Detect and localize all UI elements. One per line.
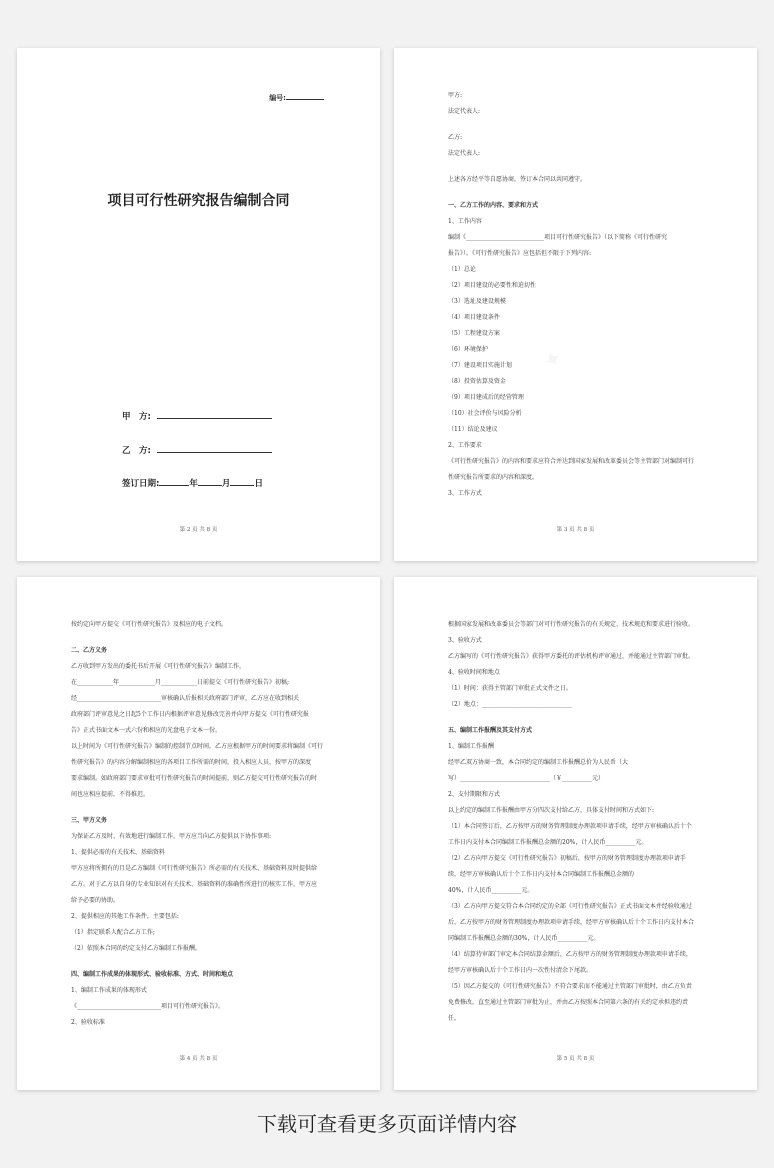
text-line: 40%，计人民币__________元。	[448, 887, 534, 894]
sign-month-blank	[198, 478, 222, 486]
page-body	[71, 617, 326, 1031]
download-caption: 下载可查看更多页面详情内容	[257, 1112, 517, 1136]
section-heading: 一、乙方工作的内容、要求和方式	[448, 202, 539, 209]
text-line: 工作日内支付本合同编制工作报酬总金额的20%，计人民币__________元。	[448, 839, 648, 846]
contract-title: 项目可行性研究报告编制合同	[107, 193, 290, 209]
text-line: （2）项目建设的必要性和迫切性	[448, 282, 536, 289]
page-body	[448, 617, 703, 1027]
text-line: 2、工作要求	[448, 442, 482, 449]
paragraph-gap	[448, 120, 703, 130]
text-line: （4）项目建设条件	[448, 314, 500, 321]
text-line: （8）投资估算及资金	[448, 378, 506, 385]
text-line: 免费修改，直至通过主管部门审批为止，并由乙方按照本合同第六条的有关约定承担违约责	[448, 999, 689, 1006]
paragraph-gap	[71, 803, 326, 813]
text-line: 2、提供相应的其他工作条件，主要包括:	[71, 913, 179, 920]
text-line: 政府部门评审意见之日起5个工作日内根据评审意见修改完善并向甲方提交《可行性研究报	[71, 711, 309, 718]
text-line: 法定代表人:	[448, 150, 481, 157]
text-line: 法定代表人:	[448, 108, 481, 115]
text-line: 经____________________________审核确认后报相关政府部门评审，乙方应在收到相关	[71, 695, 300, 702]
text-line: （1）时间：获得主管部门审批正式文件之日。	[448, 685, 572, 692]
text-line: （11）结论及建议	[448, 426, 498, 433]
text-line: 2、支付期限和方式	[448, 791, 500, 798]
text-line: 1、编制工作成果的体现形式	[71, 987, 147, 994]
text-line: 在____________年____________月____________日前提交《可行性研究报告》初稿;	[71, 679, 290, 686]
text-line: 为保证乙方及时、有效地进行编制工作，甲方应当向乙方提供以下协作事项:	[71, 833, 272, 840]
text-line: （3）选址及建设规模	[448, 298, 506, 305]
sign-day-blank	[230, 478, 254, 486]
text-line: （3）乙方向甲方提交符合本合同约定的全部《可行性研究报告》正式书面文本并经验收通过	[448, 903, 692, 910]
paragraph-gap	[448, 188, 703, 198]
text-line: 编制《__________________________项目可行性研究报告》（以下简称《可行性研究	[448, 234, 668, 241]
text-line: 性研究报告所要求的内容和深度。	[448, 474, 539, 481]
page-footer: 第 5 页 共 8 页	[556, 1056, 595, 1062]
text-line: 乙方:	[448, 134, 463, 141]
text-line: 4、验收时间和地点	[448, 669, 500, 676]
text-line: 1、工作内容	[448, 218, 482, 225]
contract-number-line	[269, 92, 324, 103]
text-line: 续，经甲方审核确认后十个工作日内支付本合同编制工作报酬总金额的	[448, 871, 635, 878]
text-line: 任。	[448, 1015, 461, 1022]
text-line: 《____________________________项目可行性研究报告》。	[71, 1003, 225, 1010]
text-line: 给予必要的协助。	[71, 897, 120, 904]
party-b-blank	[157, 445, 272, 453]
sign-year-label: 年	[189, 479, 198, 489]
text-line: 乙方。对于乙方以自身的专业知识对有关技术、基础资料的准确性所进行的核实工作，甲方应	[71, 881, 318, 888]
text-line: （6）环境保护	[448, 346, 488, 353]
text-line: （10）社会评价与风险分析	[448, 410, 522, 417]
text-line: 乙方编写的《可行性研究报告》获得甲方委托的评估机构评审通过，并能通过主管部门审批。	[448, 653, 695, 660]
section-heading: 三、甲方义务	[71, 817, 108, 824]
text-line: 经甲乙双方协商一致，本合同约定的编制工作报酬总价为人民币（大	[448, 759, 629, 766]
party-a-label: 甲 方:	[122, 412, 151, 422]
text-line: 1、编制工作报酬	[448, 743, 494, 750]
paragraph-gap	[448, 162, 703, 172]
sign-day-label: 日	[254, 479, 263, 489]
text-line: 上述各方经平等自愿协商，签订本合同以共同遵守。	[448, 176, 587, 183]
text-line: 写）______________________________（￥__________元）	[448, 775, 605, 782]
text-line: 告》正式书面文本一式六份和相应的光盘电子文本一份。	[71, 727, 222, 734]
sign-month-label: 月	[221, 479, 231, 489]
text-line: 性研究报告》的内容分解编制相应的各项目工作所需的时间，投入相应人员，按甲方的深度	[71, 759, 312, 766]
paragraph-gap	[71, 633, 326, 643]
section-heading: 四、编制工作成果的体现形式、验收标准、方式、时间和地点	[71, 971, 234, 978]
sign-year-blank	[159, 478, 189, 486]
text-line: 要求编制。如政府部门要求审批可行性研究报告的时间提前，则乙方提交可行性研究报告的时	[71, 775, 318, 782]
contract-number-label: 编号:	[269, 94, 286, 102]
document-page-5	[394, 577, 757, 1090]
paragraph-gap	[71, 957, 326, 967]
party-a-blank	[157, 411, 272, 419]
text-line: 3、验收方式	[448, 637, 482, 644]
text-line: 《可行性研究报告》的内容和要求应符合并达到国家发展和改革委员会等主管部门对编制可行	[448, 458, 695, 465]
text-line: 2、验收标准	[71, 1019, 105, 1026]
text-line: （5）因乙方提交的《可行性研究报告》不符合要求而不能通过主管部门审批时，由乙方负责	[448, 983, 692, 990]
section-heading: 二、乙方义务	[71, 647, 108, 654]
text-line: 甲方:	[448, 92, 463, 99]
sign-date-line	[122, 477, 263, 489]
page-footer: 第 4 页 共 8 页	[179, 1056, 218, 1062]
section-heading: 五、编制工作报酬及其支付方式	[448, 727, 533, 734]
text-line: （1）本合同签订后，乙方按甲方的财务管理制度办理款项申请手续，经甲方审核确认后十个	[448, 823, 692, 830]
page-footer: 第 3 页 共 8 页	[556, 527, 595, 533]
text-line: （4）结算待审部门审定本合同结算金额后，乙方按甲方的财务管理制度办理款项申请手续，	[448, 951, 692, 958]
text-line: 间也应相应提前，不得推迟。	[71, 791, 150, 798]
party-b-label: 乙 方:	[122, 446, 151, 456]
text-line: 报告》）。《可行性研究报告》应包括但不限于下列内容:	[448, 250, 592, 257]
party-a-line	[122, 410, 272, 422]
sign-date-label: 签订日期:	[122, 479, 160, 489]
text-line: （5）工程建设方案	[448, 330, 500, 337]
contract-number-blank	[286, 92, 324, 100]
party-b-line	[122, 444, 272, 456]
page-body	[448, 88, 703, 502]
text-line: 甲方应将所拥有的且是乙方编制《可行性研究报告》所必需的有关技术、基础资料及时提供给	[71, 865, 318, 872]
document-page-2	[17, 48, 380, 561]
text-line: （9）项目建成后的经营管理	[448, 394, 524, 401]
document-page-3	[394, 48, 757, 561]
text-line: 后，乙方按甲方的财务管理制度办理款项申请手续，经甲方审核确认后十个工作日内支付本合	[448, 919, 695, 926]
text-line: 经甲方审核确认后十个工作日内一次性付清余下尾款。	[448, 967, 593, 974]
text-line: （7）建设项目实施计划	[448, 362, 512, 369]
text-line: 按约定向甲方提交《可行性研究报告》及相应的电子文档。	[71, 621, 228, 628]
text-line: 1、提供必需的有关技术、基础资料	[71, 849, 165, 856]
text-line: 同编制工作报酬总金额的30%，计人民币__________元。	[448, 935, 600, 942]
text-line: （1）总论	[448, 266, 476, 273]
paragraph-gap	[448, 713, 703, 723]
text-line: 以上时间为《可行性研究报告》编制的控制节点时间，乙方应根据甲方的时间要求将编制《可行	[71, 743, 324, 750]
text-line: （2）乙方向甲方提交《可行性研究报告》初稿后，按甲方的财务管理制度办理款项申请手	[448, 855, 686, 862]
text-line: 3、工作方式	[448, 490, 482, 497]
page-footer: 第 2 页 共 8 页	[179, 527, 218, 533]
text-line: （2）依照本合同的约定支付乙方编制工作报酬。	[71, 945, 201, 952]
text-line: 根据国家发展和改革委员会等部门对可行性研究报告的有关规定、技术规范和要求进行验收。	[448, 621, 695, 628]
text-line: 以上约定的编制工作报酬由甲方分四次支付给乙方，具体支付时间和方式如下:	[448, 807, 655, 814]
document-page-4	[17, 577, 380, 1090]
text-line: （2）地点：______________________________	[448, 701, 572, 708]
text-line: 乙方收到甲方发出的委托书后开展《可行性研究报告》编制工作，	[71, 663, 246, 670]
text-line: （1）指定联系人配合乙方工作;	[71, 929, 155, 936]
